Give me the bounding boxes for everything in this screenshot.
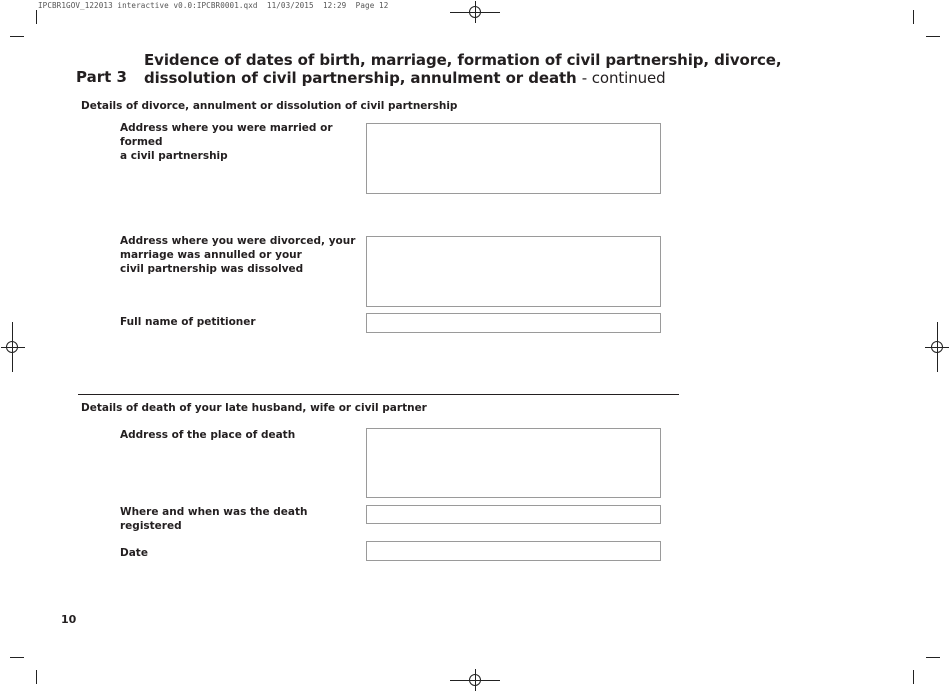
death-section-heading: Details of death of your late husband, wife or civil partner	[81, 402, 427, 414]
divorce-section-heading: Details of divorce, annulment or dissolution of civil partnership	[81, 100, 458, 112]
marriage-address-label-line-1: Address where you were married or formed	[120, 122, 333, 148]
marriage-address-field[interactable]	[366, 123, 661, 194]
death-registered-label-line-1: Where and when was the death registered	[120, 506, 308, 532]
marriage-address-label	[120, 121, 360, 163]
death-date-label	[120, 546, 360, 560]
divorce-address-label-line-3: civil partnership was dissolved	[120, 263, 304, 275]
page-title-line-2-text: dissolution of civil partnership, annulment or death	[144, 69, 577, 87]
divorce-address-field[interactable]	[366, 236, 661, 307]
petitioner-name-label-line-1: Full name of petitioner	[120, 316, 256, 328]
title-continued-suffix: - continued	[581, 69, 666, 87]
death-place-label-line-1: Address of the place of death	[120, 429, 296, 441]
death-date-label-line-1: Date	[120, 547, 148, 559]
page-title-line-1: Evidence of dates of birth, marriage, formation of civil partnership, divorce,	[144, 51, 782, 69]
divorce-address-label	[120, 234, 360, 276]
printer-slug: IPCBR1GOV_122013 interactive v0.0:IPCBR0001.qxd 11/03/2015 12:29 Page 12	[38, 1, 389, 10]
marriage-address-label-line-2: a civil partnership	[120, 150, 228, 162]
page-title-line-2	[144, 69, 666, 87]
part-label: Part 3	[76, 68, 127, 86]
petitioner-name-field[interactable]	[366, 313, 661, 333]
death-place-label	[120, 428, 360, 442]
petitioner-name-label	[120, 315, 360, 329]
section-divider	[78, 394, 679, 395]
page-number: 10	[61, 613, 77, 626]
death-place-field[interactable]	[366, 428, 661, 498]
death-date-field[interactable]	[366, 541, 661, 561]
divorce-address-label-line-1: Address where you were divorced, your	[120, 235, 356, 247]
divorce-address-label-line-2: marriage was annulled or your	[120, 249, 302, 261]
death-registered-field[interactable]	[366, 505, 661, 524]
death-registered-label	[120, 505, 360, 533]
